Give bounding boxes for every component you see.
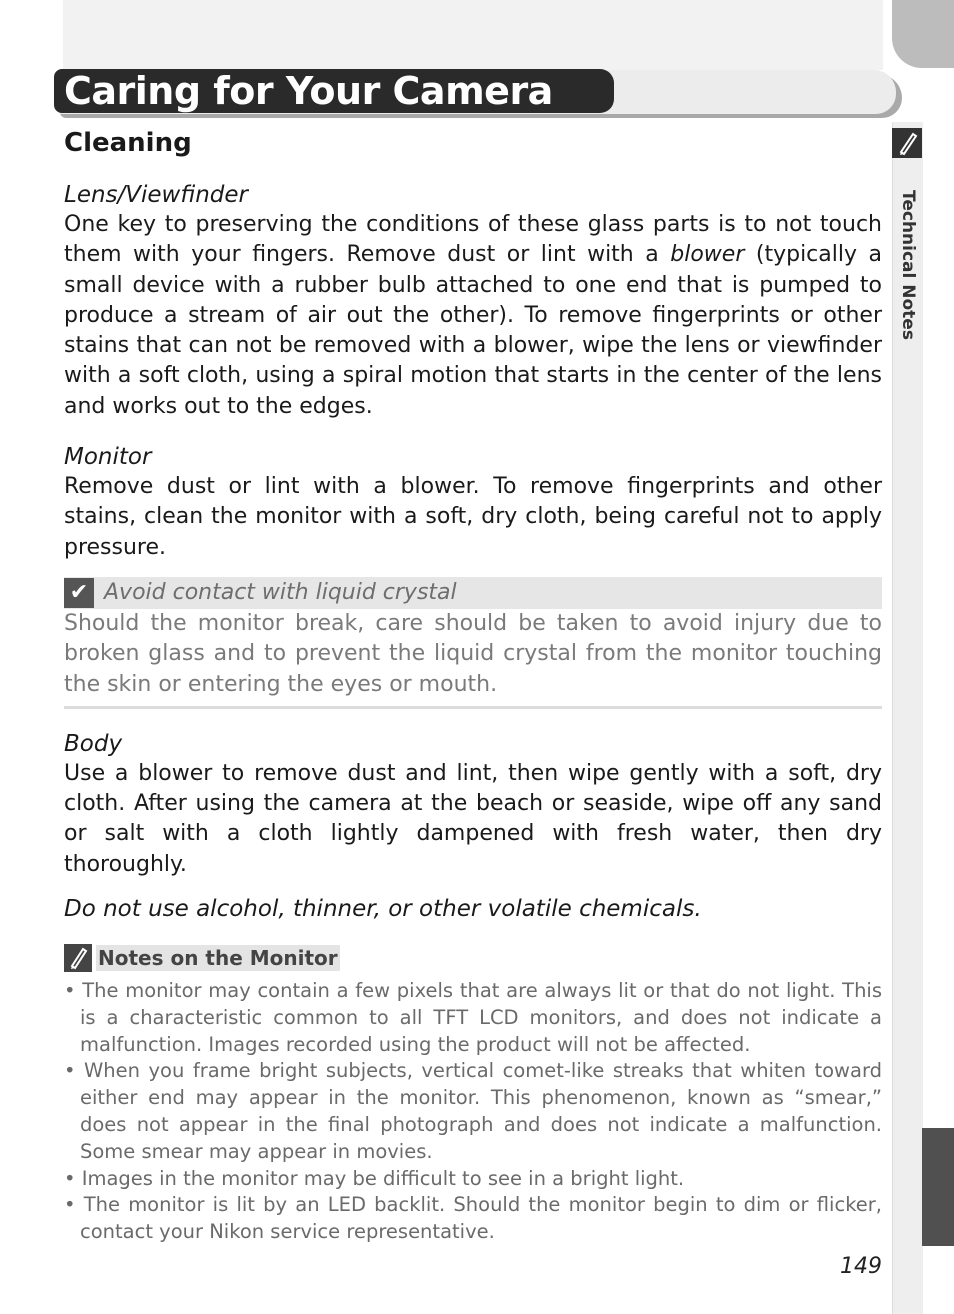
main-content [64, 120, 882, 924]
page-number: 149 [840, 1254, 882, 1279]
side-thumb-block [922, 1128, 954, 1246]
list-item: • Images in the monitor may be difficult to see in a bright light. [64, 1166, 685, 1190]
lens-paragraph: One key to preserving the conditions of these glass parts is to not touch them with your fingers. Remove dust or lint with a blower (typically a small device with a rubber bulb attached to one end that is pumped to produce a stream of air out the other). To remove fingerprints or other stains that can not be removed with a blower, wipe the lens or viewfinder with a soft cloth, using a spiral motion that starts in the center of the lens and works out to the edges. [64, 212, 882, 419]
list-item: • The monitor is lit by an LED backlit. Should the monitor begin to dim or flicker, contact your Nikon service representative. [64, 1193, 883, 1244]
side-tab-label: Technical Notes [898, 190, 918, 340]
chemicals-warning: Do not use alcohol, thinner, or other volatile chemicals. [64, 896, 702, 923]
notes-box [64, 944, 882, 1246]
list-item: • The monitor may contain a few pixels that are always lit or that do not light. This is a characteristic common to all TFT LCD monitors, and does not indicate a malfunction. Images recorded using the product will not be affected. [64, 979, 883, 1056]
caution-title: Avoid contact with liquid crystal [104, 580, 457, 606]
monitor-paragraph: Remove dust or lint with a blower. To remove fingerprints and other stains, clean the monitor with a soft, dry cloth, being careful not to apply pressure. [64, 474, 882, 560]
body-paragraph: Use a blower to remove dust and lint, then wipe gently with a soft, dry cloth. After using the camera at the beach or seaside, wipe off any sand or salt with a cloth lightly dampened with fresh water, then dry thoroughly. [64, 760, 882, 877]
notes-header [64, 944, 882, 972]
notes-title: Notes on the Monitor [98, 946, 338, 970]
section-title: Cleaning [64, 128, 192, 158]
monitor-heading: Monitor [64, 444, 152, 471]
pencil-icon [64, 944, 92, 972]
caution-header [64, 577, 882, 609]
page-title: Caring for Your Camera [54, 69, 614, 113]
check-icon: ✔ [64, 578, 94, 608]
header-band [63, 0, 883, 70]
caution-text: Should the monitor break, care should be taken to avoid injury due to broken glass and to prevent the liquid crystal from the monitor touching the skin or entering the eyes or mouth. [64, 609, 882, 709]
lens-heading: Lens/Viewfinder [64, 182, 248, 208]
notes-list [64, 978, 882, 1246]
list-item: • When you frame bright subjects, vertical comet-like streaks that whiten toward either end may appear in the monitor. This phenomenon, known as “smear,” does not appear in the final photograph and does not indicate a malfunction. Some smear may appear in movies. [64, 1059, 882, 1163]
pencil-icon [892, 128, 922, 158]
body-heading: Body [64, 730, 123, 757]
corner-tab [892, 0, 954, 68]
